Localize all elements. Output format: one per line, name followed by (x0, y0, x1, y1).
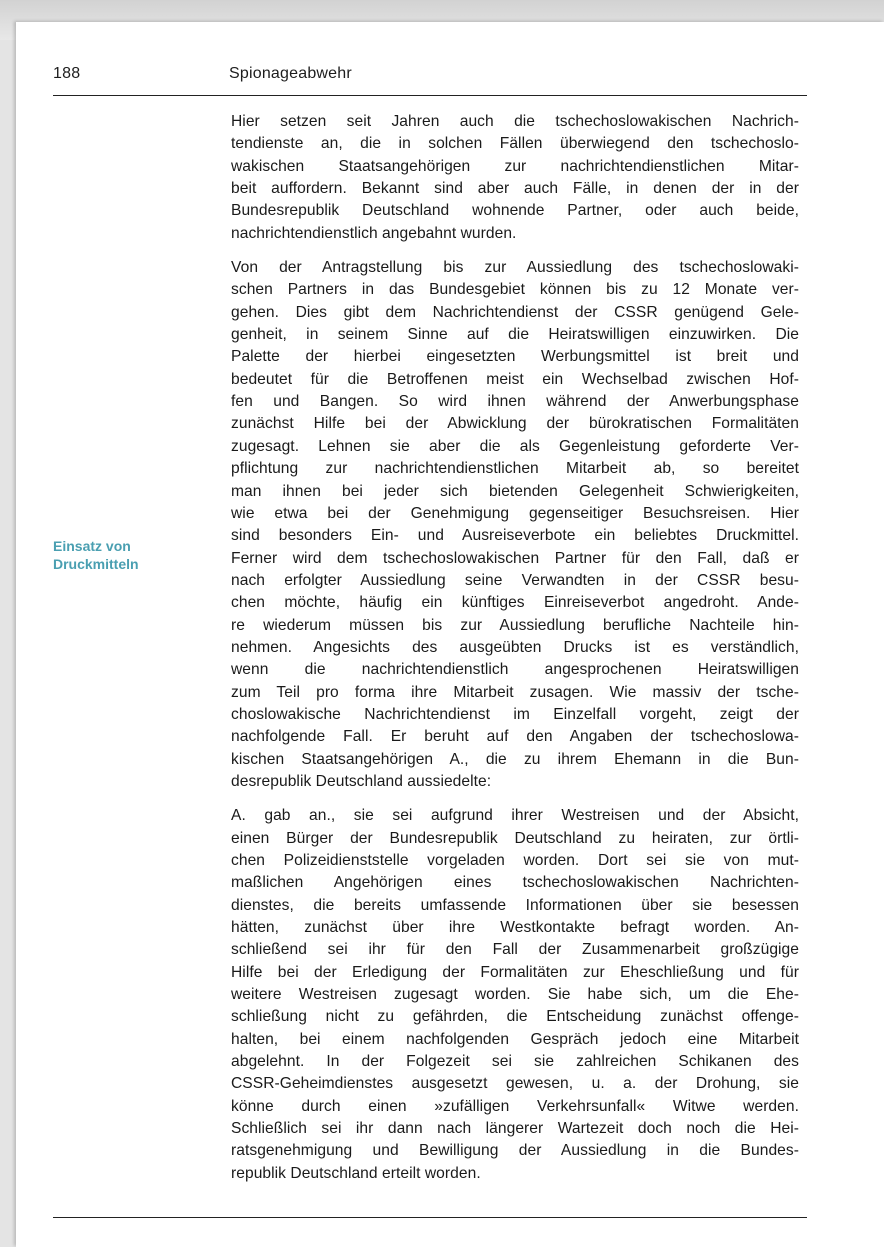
text-line: gehen. Dies gibt dem Nachrichtendienst der CSSR genügend Gele- (231, 303, 799, 321)
text-line: dienstes, die bereits umfassende Informationen über sie besessen (231, 896, 799, 914)
text-line: chen Polizeidienststelle vorgeladen worden. Dort sei sie von mut- (231, 852, 799, 869)
text-line: choslowakische Nachrichtendienst im Einzelfall vorgeht, zeigt der (231, 705, 799, 723)
text-line: zugesagt. Lehnen sie aber die als Gegenleistung geforderte Ver- (231, 437, 799, 455)
text-line: fen und Bangen. So wird ihnen während der Anwerbungsphase (231, 393, 799, 411)
text-line: Hier setzen seit Jahren auch die tschechoslowakischen Nachrich- (231, 113, 799, 130)
text-line: A. gab an., sie sei aufgrund ihrer Westreisen und der Absicht, (231, 807, 799, 825)
text-line: nehmen. Angesichts des ausgeübten Drucks ist es verständlich, (231, 638, 799, 656)
text-line: wakischen Staatsangehörigen zur nachrichtendienstlichen Mitar- (231, 157, 799, 175)
header-rule (53, 95, 807, 96)
text-line: ratsgenehmigung und Bewilligung der Aussiedlung in die Bundes- (231, 1142, 799, 1160)
text-line: man ihnen bei jeder sich bietenden Gelegenheit Schwierigkeiten, (231, 482, 799, 500)
text-line: nach erfolgter Aussiedlung seine Verwandten in der CSSR besu- (231, 571, 799, 589)
text-line: schließend sei ihr für den Fall der Zusammenarbeit großzügige (231, 941, 799, 959)
text-line: hätten, zunächst über ihre Westkontakte befragt worden. An- (231, 919, 799, 937)
text-line: zum Teil pro forma ihre Mitarbeit zusagen. Wie massiv der tsche- (231, 683, 799, 701)
text-line: wenn die nachrichtendienstlich angesprochenen Heiratswilligen (231, 661, 799, 679)
page-number: 188 (53, 65, 81, 82)
margin-note (53, 538, 183, 573)
text-line: nachrichtendienstlich angebahnt wurden. (231, 224, 517, 242)
text-line: nachfolgende Fall. Er beruht auf den Angaben der tschechoslowa- (231, 728, 799, 746)
text-line: Hilfe bei der Erledigung der Formalitäten zur Eheschließung und für (231, 963, 799, 981)
text-line: re wiederum müssen bis zur Aussiedlung berufliche Nachteile hin- (231, 616, 799, 634)
text-line: beit auffordern. Bekannt sind aber auch Fälle, in denen der in der (231, 180, 799, 198)
footer-rule (53, 1217, 807, 1218)
text-line: könne durch einen »zufälligen Verkehrsunfall« Witwe werden. (231, 1097, 799, 1115)
page-header (53, 65, 807, 97)
running-title: Spionageabwehr (229, 65, 352, 82)
text-line: Palette der hierbei eingesetzten Werbungsmittel ist breit und (231, 348, 799, 366)
text-line: pflichtung zur nachrichtendienstlichen Mitarbeit ab, so bereitet (231, 460, 799, 478)
text-line: republik Deutschland erteilt worden. (231, 1164, 481, 1182)
text-line: einen Bürger der Bundesrepublik Deutschland zu heiraten, zur örtli- (231, 829, 799, 847)
text-line: weitere Westreisen zugesagt worden. Sie habe sich, um die Ehe- (231, 986, 799, 1004)
margin-note-line-1: Einsatz von (53, 538, 131, 554)
margin-note-line-2: Druckmitteln (53, 555, 139, 572)
text-line: kischen Staatsangehörigen A., die zu ihrem Ehemann in die Bun- (231, 750, 799, 768)
body-text (231, 111, 799, 1197)
text-line: CSSR-Geheimdienstes ausgesetzt gewesen, u. a. der Drohung, sie (231, 1075, 799, 1093)
text-line: bedeutet für die Betroffenen meist ein Wechselbad zwischen Hof- (231, 370, 799, 388)
text-line: Bundesrepublik Deutschland wohnende Partner, oder auch beide, (231, 202, 799, 220)
text-line: genheit, in seinem Sinne auf die Heiratswilligen einzuwirken. Die (231, 326, 799, 344)
text-line: sind besonders Ein- und Ausreiseverbote ein beliebtes Druckmittel. (231, 527, 799, 545)
text-line: wie etwa bei der Genehmigung gegenseitiger Besuchsreisen. Hier (231, 504, 799, 522)
text-line: halten, bei einem nachfolgenden Gespräch jedoch eine Mitarbeit (231, 1030, 799, 1048)
paragraph-1 (231, 111, 799, 245)
paragraph-3 (231, 805, 799, 1185)
text-line: abgelehnt. In der Folgezeit sei sie zahlreichen Schikanen des (231, 1053, 799, 1071)
text-line: Von der Antragstellung bis zur Aussiedlung des tschechoslowaki- (231, 259, 799, 277)
text-line: Schließlich sei ihr dann nach längerer Wartezeit doch noch die Hei- (231, 1120, 799, 1138)
text-line: Ferner wird dem tschechoslowakischen Partner für den Fall, daß er (231, 549, 799, 567)
paragraph-2 (231, 257, 799, 793)
text-line: desrepublik Deutschland aussiedelte: (231, 772, 492, 790)
text-line: schen Partners in das Bundesgebiet können bis zu 12 Monate ver- (231, 281, 799, 299)
text-line: tendienste an, die in solchen Fällen überwiegend den tschechoslo- (231, 135, 799, 153)
text-line: zunächst Hilfe bei der Abwicklung der bürokratischen Formalitäten (231, 415, 799, 433)
text-line: chen möchte, häufig ein künftiges Einreiseverbot angedroht. Ande- (231, 594, 799, 612)
text-line: schließung nicht zu gefährden, die Entscheidung zunächst offenge- (231, 1008, 799, 1026)
text-line: maßlichen Angehörigen eines tschechoslowakischen Nachrichten- (231, 874, 799, 892)
